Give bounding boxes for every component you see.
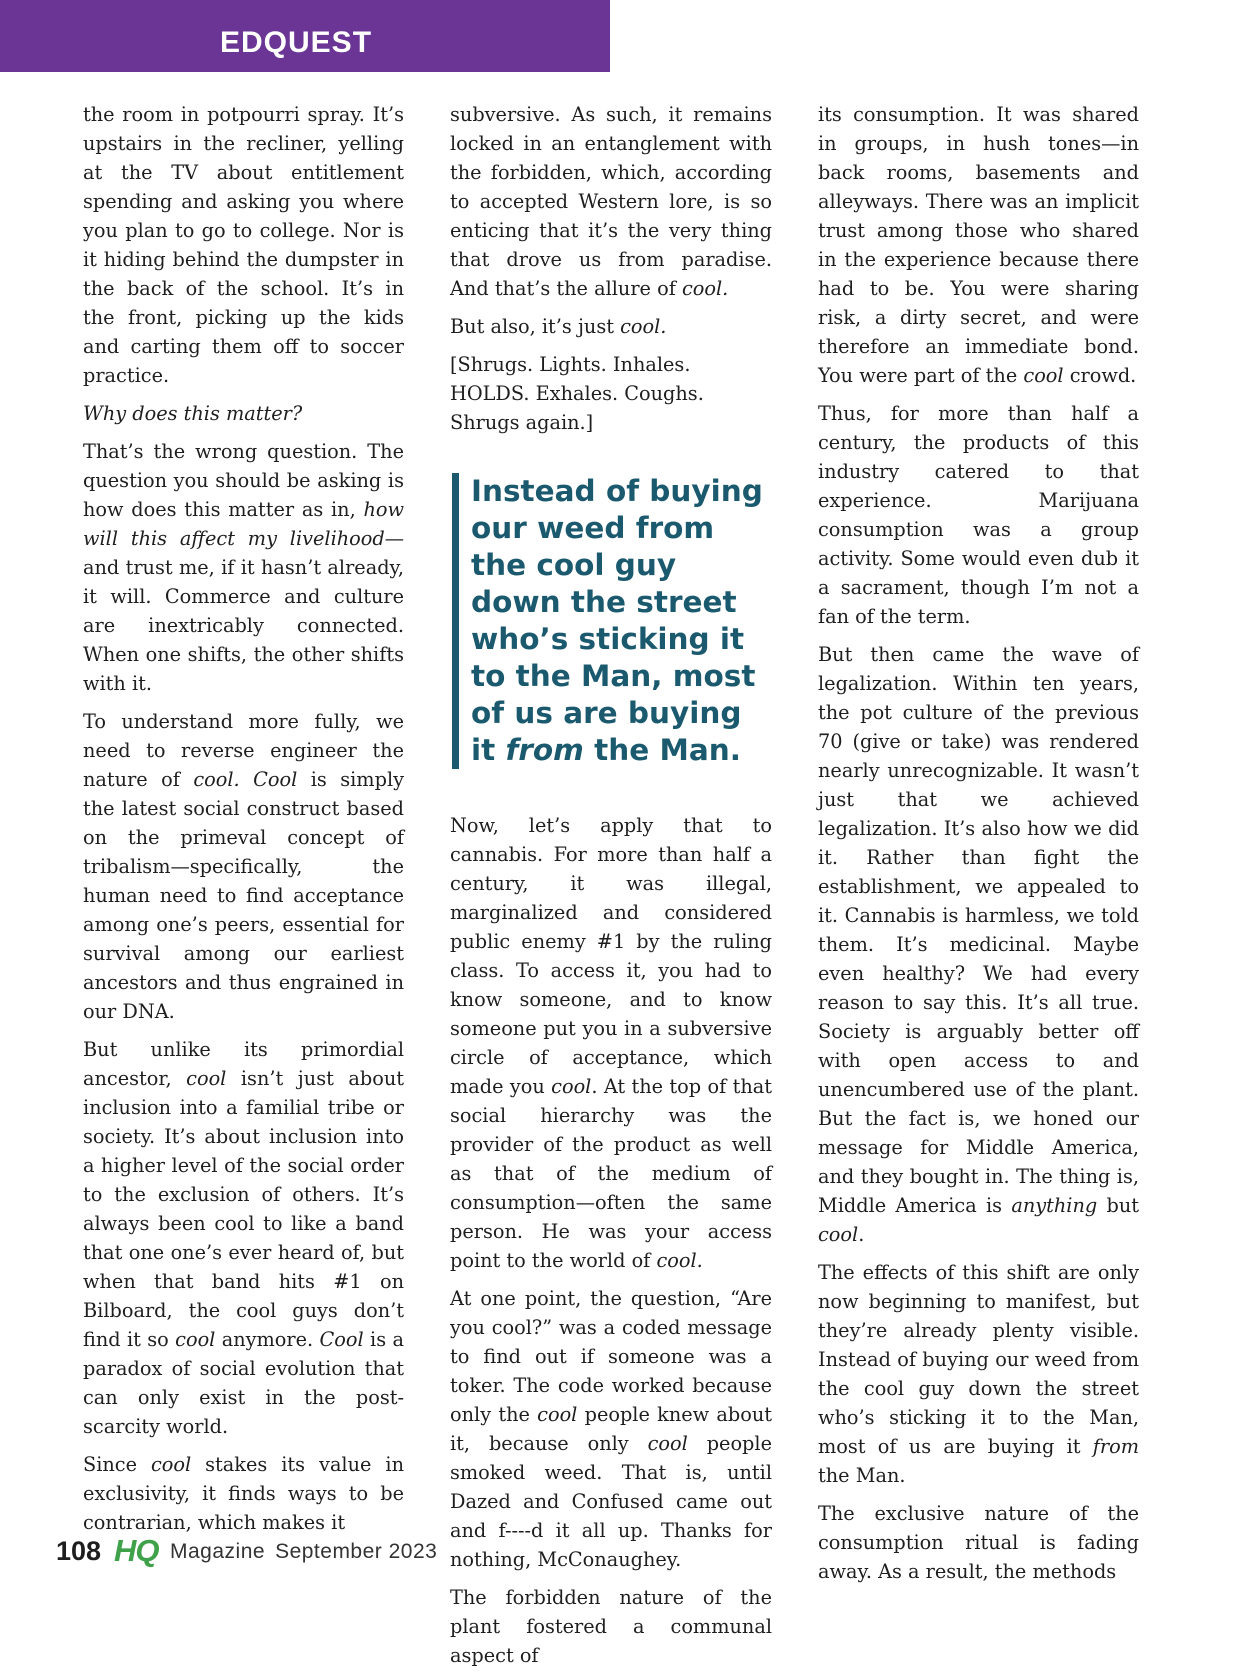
text: But also, it’s just [450, 315, 621, 338]
text: To understand more fully, we need to reverse engineer the nature of [83, 710, 404, 791]
paragraph [83, 437, 404, 698]
paragraph [450, 350, 772, 437]
text: people knew about it, because only [450, 1403, 773, 1455]
italic-text: cool [537, 1403, 578, 1426]
paragraph [83, 1035, 404, 1441]
magazine-name: Magazine [170, 1540, 266, 1563]
text: The effects of this shift are only now beginning to manifest, but they’re already plenty visible. Instead of buying our weed from the cool guy down the street who’s sticking it to the Man, most of us are buying it [818, 1261, 1139, 1458]
italic-text: cool [186, 1067, 227, 1090]
text: The exclusive nature of the consumption ritual is fading away. As a result, the methods [818, 1502, 1139, 1583]
text: That’s the wrong question. The question you should be asking is how does this matter as in, [83, 440, 404, 521]
italic-text: cool [818, 1223, 859, 1246]
text: Now, let’s apply that to cannabis. For more than half a century, it was illegal, marginalized and considered public enemy #1 by the ruling class. To access it, you had to know someone, and to know someone put you in a subversive circle of acceptance, which made you [450, 814, 772, 1098]
text: is a paradox of social evolution that can only exist in the post-scarcity world. [83, 1328, 404, 1438]
text: [Shrugs. Lights. Inhales. HOLDS. Exhales. Coughs. Shrugs again.] [450, 353, 704, 434]
paragraph [450, 312, 772, 341]
column-1 [83, 100, 404, 1546]
text: subversive. As such, it remains locked in an entanglement with the forbidden, which, according to accepted Western lore, is so enticing that it’s the very thing that drove us from paradise. And that’s the allure of [450, 103, 772, 300]
text: the Man. [818, 1464, 906, 1487]
column-2 [450, 100, 772, 1679]
paragraph [818, 399, 1139, 631]
page-number: 108 [56, 1536, 102, 1566]
question [83, 399, 404, 428]
pull-quote-italic: from [505, 733, 584, 767]
text: isn’t just about inclusion into a familial tribe or society. It’s about inclusion into a higher level of the social order to the exclusion of others. It’s always been cool to like a band that one one’s ever heard of, but when that band hits #1 on Bilboard, the cool guys don’t find it so [83, 1067, 404, 1351]
text: But then came the wave of legalization. Within ten years, the pot culture of the previous 70 (give or take) was rendered nearly unrecognizable. It wasn’t just that we achieved legalization. It’s also how we did it. Rather than fight the establishment, we appealed to it. Cannabis is harmless, we told them. It’s medicinal. Maybe even healthy? We had every reason to say this. It’s all true. Society is arguably better off with open access to and unencumbered use of the plant. But the fact is, we honed our message for Middle America, and they bought in. The thing is, Middle America is [818, 643, 1139, 1217]
paragraph [450, 100, 772, 303]
text: anymore. [215, 1328, 320, 1351]
text: The forbidden nature of the plant fostered a communal aspect of [450, 1586, 772, 1667]
hq-logo: HQ [114, 1533, 159, 1568]
paragraph [83, 707, 404, 1026]
text: At one point, the question, “Are you cool?” was a coded message to find out if someone was a toker. The code worked because only the [450, 1287, 772, 1426]
text: is simply the latest social construct based on the primeval concept of tribalism—specifically, the human need to find acceptance among one’s peers, essential for survival among our earliest ancestors and thus engrained in our DNA. [83, 768, 404, 1023]
paragraph [450, 1284, 772, 1574]
pull-quote-text: the Man. [583, 733, 741, 767]
italic-text: anything [1011, 1194, 1098, 1217]
text: Thus, for more than half a century, the products of this industry catered to that experience. Marijuana consumption was a group activity. Some would even dub it a sacrament, though I’m not a fan of the term. [818, 402, 1139, 628]
text: people smoked weed. That is, until Dazed and Confused came out and f----d it all up. Thanks for nothing, McConaughey. [450, 1432, 772, 1571]
text: . [858, 1223, 865, 1246]
italic-text: from [1092, 1435, 1139, 1458]
italic-text: cool. Cool [193, 768, 298, 791]
text: But unlike its primordial ancestor, [83, 1038, 404, 1090]
italic-text: cool. [681, 277, 729, 300]
text: but [1097, 1194, 1140, 1217]
italic-text: cool [647, 1432, 688, 1455]
italic-text: cool [150, 1453, 192, 1476]
text: the room in potpourri spray. It’s upstairs in the recliner, yelling at the TV about entitlement spending and asking you where you plan to go to college. Nor is it hiding behind the dumpster in the back of the school. It’s in the front, picking up the kids and carting them off to soccer practice. [83, 103, 404, 387]
paragraph [450, 811, 772, 1275]
magazine-issue [170, 1540, 437, 1564]
paragraph [818, 100, 1139, 390]
text: stakes its value in exclusivity, it finds ways to be contrarian, which makes it [83, 1453, 404, 1534]
paragraph [450, 1583, 772, 1670]
section-title: EDQUEST [220, 26, 373, 59]
paragraph [818, 1499, 1139, 1586]
paragraph [83, 100, 404, 390]
paragraph [818, 640, 1139, 1249]
text: . At the top of that social hierarchy was the provider of the product as well as that of the medium of consumption—often the same person. He was your access point to the world of [450, 1075, 772, 1272]
issue-date: September 2023 [275, 1540, 438, 1563]
italic-text: how will this affect my livelihood [83, 498, 404, 550]
text: crowd. [1063, 364, 1137, 387]
text: Since [83, 1453, 151, 1476]
column-3 [818, 100, 1139, 1595]
italic-text: Cool [319, 1328, 364, 1351]
text: Why does this matter? [83, 402, 303, 425]
italic-text: cool [175, 1328, 216, 1351]
text: its consumption. It was shared in groups, in hush tones—in back rooms, basements and alleyways. There was an implicit trust among those who shared in the experience because there had to be. You were sharing risk, a dirty secret, and were therefore an immediate bond. You were part of the [818, 103, 1139, 387]
pull-quote [452, 473, 772, 769]
italic-text: cool [1023, 364, 1064, 387]
text: —and trust me, if it hasn’t already, it will. Commerce and culture are inextricably connected. When one shifts, the other shifts with it. [83, 527, 404, 695]
italic-text: cool. [656, 1249, 703, 1272]
paragraph [83, 1450, 404, 1537]
italic-text: cool. [620, 315, 667, 338]
paragraph [818, 1258, 1139, 1490]
pull-quote-text: Instead of buying our weed from the cool guy down the street who’s sticking it to the Man, most of us are buying it [471, 474, 763, 767]
italic-text: cool [551, 1075, 592, 1098]
